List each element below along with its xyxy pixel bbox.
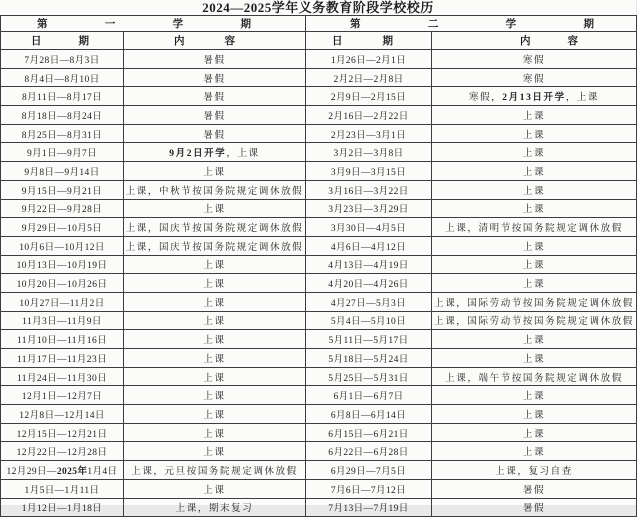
- content-cell: 上课: [124, 367, 306, 386]
- content-cell: 暑假: [124, 68, 306, 87]
- date-cell: 10月20日—10月26日: [1, 274, 124, 293]
- content-cell: 上课: [124, 479, 306, 498]
- content-cell: 上课，国际劳动节按国务院规定调休放假: [432, 292, 637, 311]
- date-cell: 6月1日—6月7日: [306, 386, 432, 405]
- content-cell: 上课: [432, 162, 637, 181]
- header-char: 一: [104, 19, 116, 30]
- content-cell: 上课: [432, 255, 637, 274]
- table-row: [1, 87, 637, 106]
- header-char: 第: [350, 19, 361, 30]
- content-cell: 上课: [432, 143, 637, 162]
- date-cell: 3月9日—3月15日: [306, 162, 432, 181]
- text-segment: 9月2日开学: [169, 149, 227, 160]
- date-cell: 8月18日—8月24日: [1, 106, 124, 125]
- date-cell: 4月6日—4月12日: [306, 236, 432, 255]
- table-row: [1, 68, 637, 87]
- content-cell: 上课: [124, 349, 306, 368]
- header-char: 日: [31, 36, 42, 47]
- content-cell: 上课，中秋节按国务院规定调休放假: [124, 180, 306, 199]
- content-cell: 上课，清明节按国务院规定调休放假: [432, 218, 637, 237]
- content-cell: 上课: [124, 405, 306, 424]
- header-char: 期: [78, 36, 89, 47]
- date-cell: [1, 461, 124, 480]
- content-cell: 寒假: [432, 68, 637, 87]
- content-cell: 暑假: [124, 50, 306, 69]
- semester1-header: [1, 16, 306, 32]
- header-char: 内: [174, 36, 185, 47]
- content-cell: 上课，端午节按国务院规定调休放假: [432, 367, 637, 386]
- date-cell: 8月4日—8月10日: [1, 68, 124, 87]
- date-cell: 10月6日—10月12日: [1, 236, 124, 255]
- date-cell: 11月3日—11月9日: [1, 311, 124, 330]
- table-row: [1, 405, 637, 424]
- content-cell: 上课: [124, 423, 306, 442]
- table-row: [1, 423, 637, 442]
- header-char: 期: [240, 19, 251, 30]
- header-char: 学: [172, 19, 184, 30]
- date-cell: 12月15日—12月21日: [1, 423, 124, 442]
- date-cell: 9月1日—9月7日: [1, 143, 124, 162]
- table-row: [1, 311, 637, 330]
- text-segment: 寒假，: [468, 93, 503, 104]
- date-cell: 6月22日—6月28日: [306, 442, 432, 461]
- table-row: [1, 106, 637, 125]
- date-cell: 2月9日—2月15日: [306, 87, 432, 106]
- date-cell: 3月2日—3月8日: [306, 143, 432, 162]
- table-row: [1, 255, 637, 274]
- table-row: [1, 330, 637, 349]
- content-cell: 上课: [432, 236, 637, 255]
- semester-header-row: [1, 16, 637, 32]
- content-cell: 上课: [124, 255, 306, 274]
- date-cell: 7月28日—8月3日: [1, 50, 124, 69]
- date-column-header-label: [306, 33, 431, 48]
- table-row: [1, 349, 637, 368]
- content-cell: 上课，期末复习: [124, 498, 306, 517]
- table-row: [1, 274, 637, 293]
- calendar-table: [0, 15, 637, 517]
- semester1-header-label: [1, 16, 305, 31]
- header-char: 容: [567, 36, 578, 47]
- content-cell: 上课: [432, 274, 637, 293]
- date-cell: 2月2日—2月8日: [306, 68, 432, 87]
- table-row: [1, 479, 637, 498]
- text-segment: 12月29日—: [6, 466, 57, 477]
- date-cell: 1月5日—1月11日: [1, 479, 124, 498]
- date-cell: 7月13日—7月19日: [306, 498, 432, 517]
- content-cell: 上课: [124, 330, 306, 349]
- table-row: [1, 50, 637, 69]
- content-cell: 上课，复习自查: [432, 461, 637, 480]
- content-cell: 上课: [432, 423, 637, 442]
- date-cell: 5月4日—5月10日: [306, 311, 432, 330]
- date-cell: 12月22日—12月28日: [1, 442, 124, 461]
- calendar-rows: [1, 50, 637, 517]
- header-char: 学: [505, 19, 517, 30]
- header-char: 期: [583, 19, 594, 30]
- header-char: 容: [224, 36, 235, 47]
- content-column-header-label: [124, 33, 305, 48]
- date-cell: 6月15日—6月21日: [306, 423, 432, 442]
- semester2-header: [306, 16, 637, 32]
- text-segment: ，上课: [226, 149, 260, 160]
- date-cell: 11月24日—11月30日: [1, 367, 124, 386]
- date-cell: 2月16日—2月22日: [306, 106, 432, 125]
- table-row: [1, 367, 637, 386]
- content-cell: 暑假: [124, 87, 306, 106]
- table-row: [1, 386, 637, 405]
- date-cell: 3月23日—3月29日: [306, 199, 432, 218]
- date-cell: 9月8日—9月14日: [1, 162, 124, 181]
- date-cell: 12月8日—12月14日: [1, 405, 124, 424]
- content-column-header-label: [432, 33, 636, 48]
- date-cell: 4月13日—4月19日: [306, 255, 432, 274]
- date-cell: 6月29日—7月5日: [306, 461, 432, 480]
- content-column-header-sem1: [124, 32, 306, 50]
- content-cell: 上课: [432, 386, 637, 405]
- date-cell: 11月10日—11月16日: [1, 330, 124, 349]
- date-cell: 3月16日—3月22日: [306, 180, 432, 199]
- date-cell: 12月1日—12月7日: [1, 386, 124, 405]
- header-char: 内: [520, 36, 531, 47]
- header-char: 日: [332, 36, 343, 47]
- date-cell: 10月13日—10月19日: [1, 255, 124, 274]
- content-cell: 暑假: [124, 106, 306, 125]
- table-row: [1, 180, 637, 199]
- date-cell: 7月6日—7月12日: [306, 479, 432, 498]
- page-title: 2024—2025学年义务教育阶段学校校历: [202, 0, 434, 15]
- content-cell: 上课: [432, 180, 637, 199]
- date-column-header-sem1: [1, 32, 124, 50]
- table-row-partial: [1, 498, 637, 517]
- text-segment: 2025年: [56, 466, 88, 477]
- semester2-header-label: [306, 16, 636, 31]
- date-cell: 9月29日—10月5日: [1, 218, 124, 237]
- text-segment: 1月4日: [87, 466, 118, 477]
- table-row: [1, 292, 637, 311]
- table-row: [1, 218, 637, 237]
- column-header-row: [1, 32, 637, 50]
- date-column-header-label: [1, 33, 123, 48]
- content-cell: 上课: [124, 274, 306, 293]
- content-cell: 上课: [432, 106, 637, 125]
- header-char: 二: [427, 19, 439, 30]
- content-cell: [432, 87, 637, 106]
- date-cell: 5月25日—5月31日: [306, 367, 432, 386]
- content-cell: 上课: [432, 199, 637, 218]
- header-char: 期: [382, 36, 393, 47]
- date-cell: 5月18日—5月24日: [306, 349, 432, 368]
- content-cell: 上课: [124, 199, 306, 218]
- content-cell: 上课: [432, 405, 637, 424]
- date-cell: 10月27日—11月2日: [1, 292, 124, 311]
- content-cell: 上课: [432, 349, 637, 368]
- date-cell: 3月30日—4月5日: [306, 218, 432, 237]
- date-cell: 1月12日—1月18日: [1, 498, 124, 517]
- date-cell: 8月25日—8月31日: [1, 124, 124, 143]
- table-row: [1, 199, 637, 218]
- content-cell: 上课: [124, 386, 306, 405]
- date-cell: 6月8日—6月14日: [306, 405, 432, 424]
- header-char: 第: [37, 19, 48, 30]
- date-cell: 4月27日—5月3日: [306, 292, 432, 311]
- date-cell: 9月22日—9月28日: [1, 199, 124, 218]
- content-cell: 暑假: [432, 479, 637, 498]
- date-cell: 5月11日—5月17日: [306, 330, 432, 349]
- content-cell: 上课，国庆节按国务院规定调休放假: [124, 236, 306, 255]
- content-cell: 上课: [432, 330, 637, 349]
- text-segment: ，上课: [565, 93, 600, 104]
- date-cell: 2月23日—3月1日: [306, 124, 432, 143]
- content-cell: 暑假: [124, 124, 306, 143]
- text-segment: 2月13日开学: [502, 93, 566, 104]
- date-cell: 1月26日—2月1日: [306, 50, 432, 69]
- date-cell: 9月15日—9月21日: [1, 180, 124, 199]
- content-cell: 暑假: [432, 498, 637, 517]
- date-cell: 4月20日—4月26日: [306, 274, 432, 293]
- date-column-header-sem2: [306, 32, 432, 50]
- content-cell: 上课: [432, 442, 637, 461]
- table-row: [1, 143, 637, 162]
- content-cell: 上课: [124, 311, 306, 330]
- table-row: [1, 461, 637, 480]
- date-cell: 8月11日—8月17日: [1, 87, 124, 106]
- content-cell: 上课: [124, 442, 306, 461]
- content-cell: 上课: [124, 292, 306, 311]
- content-cell: 上课，元旦按国务院规定调休放假: [124, 461, 306, 480]
- table-row: [1, 162, 637, 181]
- table-row: [1, 124, 637, 143]
- content-column-header-sem2: [432, 32, 637, 50]
- content-cell: [124, 143, 306, 162]
- content-cell: 上课，国际劳动节按国务院规定调休放假: [432, 311, 637, 330]
- date-cell: 11月17日—11月23日: [1, 349, 124, 368]
- content-cell: 上课: [124, 162, 306, 181]
- content-cell: 寒假: [432, 50, 637, 69]
- table-row: [1, 236, 637, 255]
- content-cell: 上课: [432, 124, 637, 143]
- content-cell: 上课，国庆节按国务院规定调休放假: [124, 218, 306, 237]
- table-row: [1, 442, 637, 461]
